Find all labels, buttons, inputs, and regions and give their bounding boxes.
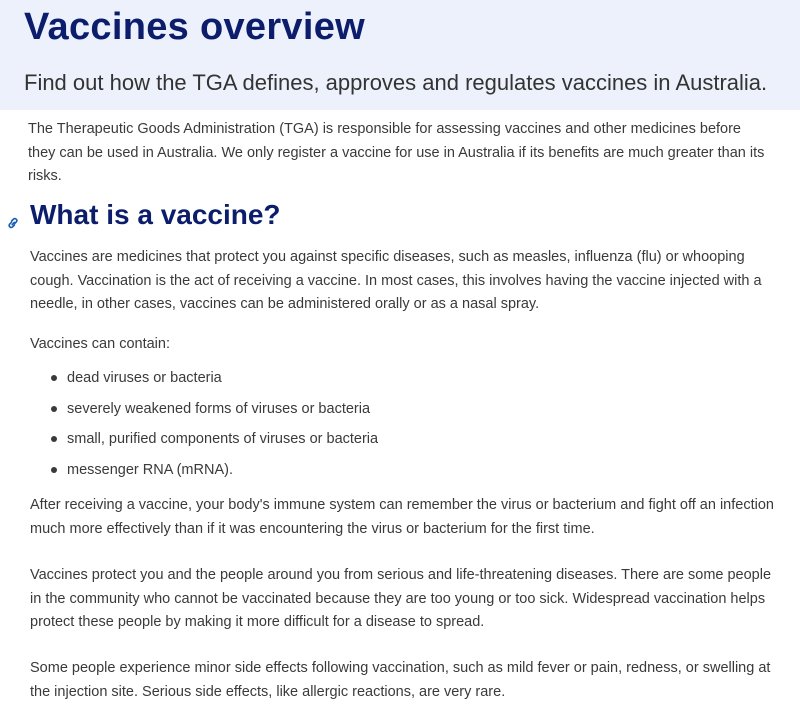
- list-item-text: small, purified components of viruses or bacteria: [67, 431, 379, 448]
- immune-memory-paragraph: After receiving a vaccine, your body's immune system can remember the virus or bacterium and fight off an infection much more effectively than if it was encountering the virus or bacterium for the first time.: [30, 497, 774, 537]
- list-item-text: dead viruses or bacteria: [67, 370, 222, 386]
- link-icon-glyph: [6, 216, 20, 230]
- side-effects-paragraph: Some people experience minor side effects following vaccination, such as mild fever or pain, redness, or swelling at the injection site. Serious side effects, like allergic reactions, are very rare.: [30, 660, 771, 700]
- page-title: Vaccines overview: [24, 6, 365, 48]
- list-item: [30, 363, 378, 394]
- bullet-icon: [51, 406, 57, 412]
- vaccine-contents-list: [30, 363, 378, 486]
- section-heading: What is a vaccine?: [30, 199, 281, 230]
- page-header-banner: [0, 0, 800, 110]
- vaccine-definition-paragraph: Vaccines are medicines that protect you against specific diseases, such as measles, influenza (flu) or whooping cough. Vaccination is the act of receiving a vaccine. In most cases, this involves having the vaccine injected with a needle, in other cases, vaccines can be administered orally or as a nasal spray.: [30, 249, 762, 312]
- link-icon[interactable]: [6, 216, 20, 230]
- intro-paragraph: The Therapeutic Goods Administration (TGA) is responsible for assessing vaccines and other medicines before they can be used in Australia. We only register a vaccine for use in Australia if its benefits are much greater than its risks.: [28, 121, 765, 184]
- page-subtitle: Find out how the TGA defines, approves and regulates vaccines in Australia.: [24, 70, 768, 95]
- bullet-icon: [51, 467, 57, 473]
- list-item-text: severely weakened forms of viruses or bacteria: [67, 400, 371, 417]
- list-item: [30, 394, 378, 425]
- bullet-icon: [51, 436, 57, 442]
- list-item-text: messenger RNA (mRNA).: [67, 462, 233, 479]
- bullet-icon: [51, 375, 57, 381]
- list-intro-text: Vaccines can contain:: [30, 336, 170, 352]
- community-protection-paragraph: Vaccines protect you and the people around you from serious and life-threatening diseases. There are some people in the community who cannot be vaccinated because they are too young or too sick. Widespread vaccination helps protect these people by making it more difficult for a disease to spread.: [30, 567, 772, 630]
- list-item: [30, 424, 378, 455]
- list-item: [30, 455, 378, 486]
